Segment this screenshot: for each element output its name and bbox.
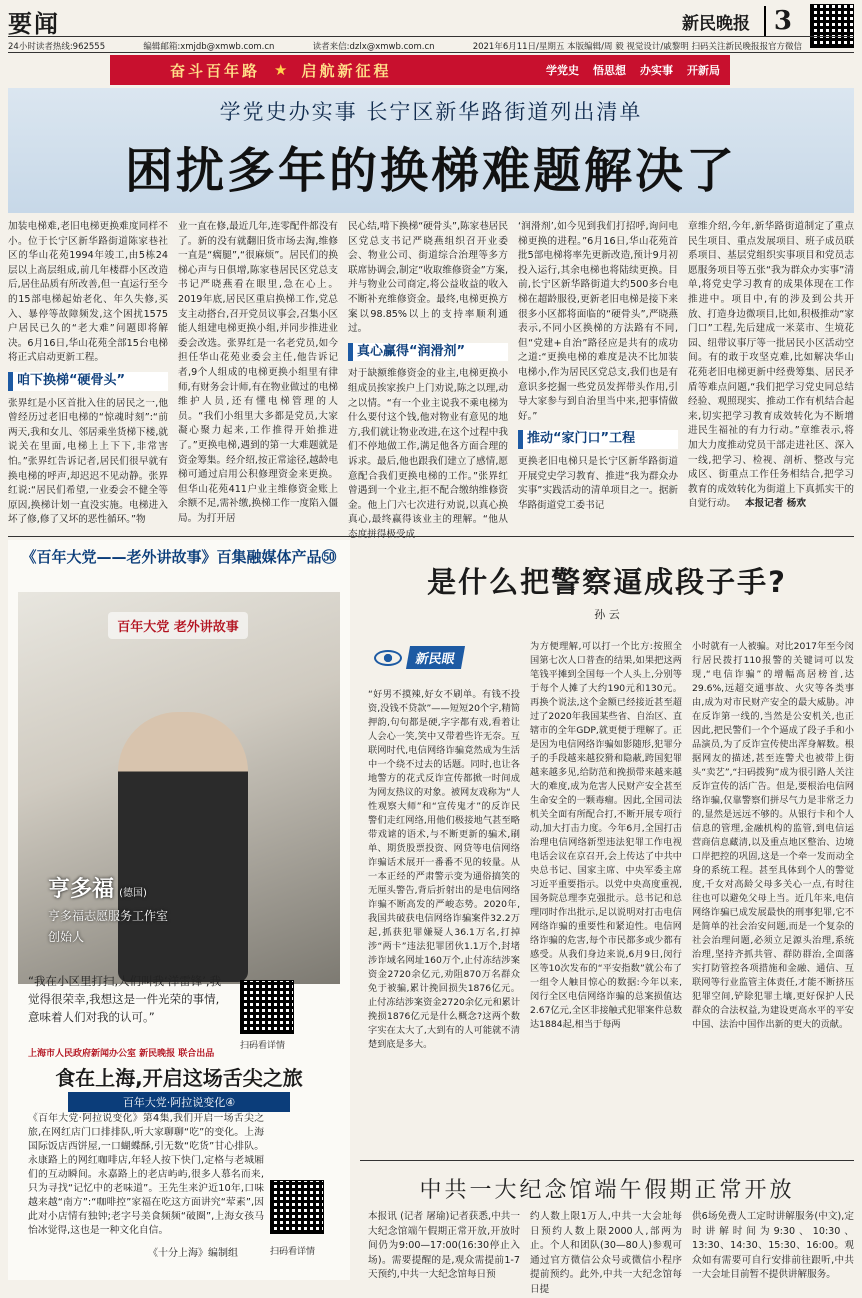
article2-col1: “好男不摸辣,好女不刷单。有钱不投资,没钱不贷款”——短短20个字,精简押韵,句句都是硬,字字都有戏,看着让人会心一笑,笑中又带着些许无奈。互联网时代,电信网络诈骗竟然成为生活中一个绕不过去的话题。同时,也让各地警方的花式反诈宣传都掀一时间成为网友热议的对象。被网友戏称为“人性观察大师”和“宣传鬼才”的反诈民警们走红网络,用他们极接地气甚至略带戏谑的语术,与不断更新的骗术,刷单、期货股票投资、网贷等电信网络诈骗话术展开一番番不见的较量。从一本正经的严肃警示变为通俗搞笑的无厘头警告,背后折射出的是电信网络诈骗不断高发的严峻态势。2020年,我国共破获电信网络诈骗案件32.2万起,抓获犯罪嫌疑人36.1万名,打掉涉“两卡”违法犯罪团伙1.1万个,封堵涉诈域名网址160万个,止付冻结涉案资金2720余亿元,劝阻870万名群众免于被骗,累计挽回损失1876亿元。止付冻结涉案资金2720余亿元和累计挽损1876亿元是什么概念?这两个数字实在太大了,大到有的人可能就不清楚到底是多大。 <box>368 689 521 1050</box>
reader-email: 读者来信:dzlx@xmwb.com.cn <box>312 42 435 52</box>
scan-hint: 扫码看详情 <box>270 1247 316 1257</box>
article1-headline: 困扰多年的换梯难题解决了 <box>124 143 737 199</box>
article1-subhead: 学党史办实事 长宁区新华路街道列出清单 <box>219 100 643 124</box>
story-qr-code[interactable] <box>240 980 294 1034</box>
food-qr-code[interactable] <box>270 1180 324 1234</box>
article1-col1 <box>8 220 168 532</box>
person-role: 创始人 <box>48 930 85 944</box>
theme-banner <box>110 55 730 85</box>
food-subhead: 百年大党·阿拉说变化④ <box>68 1092 290 1112</box>
profile-photo <box>18 592 340 984</box>
person-name: 亨多福 <box>48 877 115 902</box>
banner-tag: 开新局 <box>687 64 720 77</box>
article1-subtitle: 真心赢得“润滑剂” <box>348 343 508 362</box>
article2-headline: 是什么把警察逼成段子手? <box>427 565 787 599</box>
foreigner-story-box <box>8 540 350 1280</box>
edit-email: 编辑邮箱:xmjdb@xmwb.com.cn <box>143 42 275 52</box>
divider <box>360 1160 854 1161</box>
banner-tag: 学党史 <box>546 64 579 77</box>
person-country: (德国) <box>119 888 147 899</box>
article1-para: 民心结,啃下换梯“硬骨头”,陈家巷居民区党总支书记严晓燕组织召开业委会、物业公司、街道综合治理等多方联席协调会,制定“收取维修资金”方案,并与物业公司商定,将公益收益的收入不断补充维修资金。最终,电梯更换方案以98.85%以上的支持率顺利通过。 <box>348 221 508 335</box>
date-editor: 2021年6月11日/星期五 本版编辑/周 毅 视觉设计/戚黎明 扫码关注新民晚报报官方微信 <box>472 42 802 52</box>
section-title: 要闻 <box>8 10 60 38</box>
food-body: 《百年大党·阿拉说变化》第4集,我们开启一场舌尖之旅,在网红店门口排排队,听大家聊聊“吃”的变化。上海国际饭店西饼屋,一口蝴蝶酥,引无数“吃货”甘心排队。永康路上的网红咖啡店,年轻人按下快门,定格与老城厢们的互动瞬间。永嘉路上的老店屿屿,很多人慕名而来,只为寻找“记忆中的老味道”。王先生来沪近10年,口味越来越“南方”:“咖啡控”家福在吃这方面讲究“荤素”,因此对小店情有独钟;老字号美食频频“破圈”,上海女孩马怡冰觉得,这也是一种文化自信。 <box>28 1113 264 1236</box>
person-quote: “我在小区里打扫,人们叫我‘洋雷锋’,我觉得很荣幸,我想这是一件光荣的事情,意味着人们对我的认可。” <box>28 974 222 1024</box>
series-logo: 百年大党 老外讲故事 <box>108 612 248 639</box>
column-name: 新民眼 <box>406 646 465 669</box>
article3-col1: 本报讯 (记者 屠瑜)记者获悉,中共一大纪念馆端午假期正常开放,开放时间仍为9:00—17:00(16:30停止入场)。需要提醒的是,观众需提前1-7天预约,中共一大纪念馆每日预 <box>368 1211 520 1281</box>
article1-para: 更换老旧电梯只是长宁区新华路街道开展党史学习教育、推进“我为群众办实事”实践活动的清单项目之一。据新华路街道党工委书记 <box>518 455 678 511</box>
article1-para: 章维介绍,今年,新华路街道制定了重点民生项目、重点发展项目、班子成员联系项目、基层党组织实事项目和党员志愿服务项目等五张“我为群众办实事”清单,将党史学习教育的成果体现在工作推进中。项目中,有的涉及到公共开放、打造身边微项目,比如,积极推动“家门口”工程,先后建成一米菜市、生境花园、纽带议事厅等一批居民小区活动空间。有的敢于攻坚克难,比如解决华山花苑老旧电梯更新中经费筹集、居民矛盾等难点问题,“我们把学习党史同总结经验、观照现实、推动工作有机结合起来,切实把学习教育成效转化为不断增进民生福祉的有力行动。”章维表示,将加大力度推动党员干部走进社区、深入一线,把学习、检视、剖析、整改与完成区、街重点工作任务相结合,把学习教育的成效转化为街道上下真抓实干的自觉行动。 <box>688 221 854 510</box>
wechat-qr-code[interactable] <box>810 4 854 48</box>
banner-tag: 办实事 <box>640 64 673 77</box>
article3-col2: 约人数上限1万人,中共一大会址每日预约人数上限2000人,部两为止。个人和团队(30—80人)参观可通过官方微信公众号或微信小程序提前预约。此外,中共一大纪念馆每日提 <box>530 1211 682 1295</box>
scan-hint: 扫码看详情 <box>240 1041 286 1051</box>
article1-para: 张界红是小区首批入住的居民之一,他曾经历过老旧电梯的“惊魂时刻”:“前两天,我和女儿、邻居乘坐货梯下楼,就说关在里面,电梯上上下下,非常害怕。”张界红告诉记者,居民们很早就有换电梯的呼声,却迟迟不见动静。张界红说:“居民们希望,一业委会不健全等原因,换梯计划一直没实施。电梯进入坏了修,修了又坏的恶性循环。”物 <box>8 397 168 526</box>
caption <box>48 872 168 945</box>
paper-name <box>682 6 792 36</box>
byline: 本报记者 杨欢 <box>745 498 806 510</box>
column-label <box>374 646 463 669</box>
article1-col3 <box>348 220 508 540</box>
article1-col2: 业一直在修,最近几年,连零配件都没有了。新的没有就翻旧货市场去淘,维修一直是“瘸腿”,“很麻烦”。居民们的换梯心声与日俱增,陈家巷居民区党总支书记严晓燕看在眼里,急在心上。2019年底,居民区重启换梯工作,党总支主动搭台,召开党员议事会,召集小区能人组建电梯更换小组,并同步推进业委会改选。张界红是一名老党员,如今担任华山花苑业委会主任,他告诉记者,9个人组成的电梯更换小组里有律师,有财务会计师,有在物业做过的电梯维护人员,还有懂电梯管理的人员。“我们小组里大多都是党员,大家凝心聚力起来,工作推得开始推进了。”更换电梯,遇到的第一大难题就是资金筹集。经介绍,按正常途径,越龄电梯可通过启用公积修理资金来更换。但华山花苑411户业主维修资金账上余额不足,需补缴,换梯工作一度陷入僵局。为打开居 <box>178 221 338 524</box>
page-number: 3 <box>764 6 792 36</box>
article1-col5 <box>688 220 854 532</box>
credits: 上海市人民政府新闻办公室 新民晚报 联合出品 <box>28 1049 215 1059</box>
paper-name-text: 新民晚报 <box>681 14 750 34</box>
info-line <box>8 40 802 52</box>
series-title: 《百年大党——老外讲故事》百集融媒体产品㊿ <box>21 548 337 566</box>
party-emblem-icon: ★ <box>274 61 288 79</box>
food-headline: 食在上海,开启这场舌尖之旅 <box>55 1066 303 1090</box>
banner-tag: 悟思想 <box>593 64 626 77</box>
article3-headline: 中共一大纪念馆端午假期正常开放 <box>419 1178 795 1203</box>
article1-para: 加装电梯难,老旧电梯更换难度同样不小。位于长宁区新华路街道陈家巷社区的华山花苑1994年竣工,由5栋24层以上高层组成,前几年楼群小区改造后,居住品质有所改善,但一直运行至今的15部电梯起始老化、年久失修,买入、暴停等故障频发,这个困扰1575户居民已久的“老大难”问题即将解决。6月16日,华山花苑全部15台电梯将正式启动更新工程。 <box>8 221 168 364</box>
article2-col2: 为方便理解,可以打一个比方:按照全国第七次人口普查的结果,如果把这两笔钱平摊到全国每一个人头上,分别等于每个人摊了大约190元和130元。再换个说法,这个金额已经接近甚至超过了2020年我国某些省、自治区、直辖市的全年GDP,就更便于理解了。正是因为电信网络诈骗如影随形,犯罪分子的手段越来越狡猾和隐蔽,跨国犯罪越来越多见,给防范和挽损带来越来越大的难度,成为危害人民财产安全甚至生命安全的一颗毒瘤。因此,全国司法机关全面有所配合打,不断开展专项行动,加大打击力度。今年6月,全国打击治理电信网络新型违法犯罪工作电视电话会议在京召开,会上传达了中共中央总书记、国家主席、中央军委主席习近平重要指示。以党中央高度重视,国务院总理李克强批示。总书记和总理同时作出批示,足以说明对打击电信网络诈骗的重要性和紧迫性。电信网络诈骗的危害,每个市民都多或少都有感受。从我们身边来说,6月9日,闵行区等10次发布的“平安指数”就公布了一组令人触目惊心的数据:今年以来,闵行全区电信网络诈骗的总案损值达2.67亿元,全区非接触式犯罪案件总数达1884起,相当于每两 <box>530 641 683 1030</box>
eye-icon <box>374 650 402 666</box>
article3-col3: 供6场免费人工定时讲解服务(中文),定时讲解时间为9:30、10:30、13:30、14:30、15:30、16:00。观众如有需要可自行安排前往跟听,中共一大会址目前暂不提供讲解服务。 <box>692 1211 854 1281</box>
article2-author: 孙 云 <box>594 608 620 621</box>
food-credit: 《十分上海》编制组 <box>148 1248 238 1259</box>
article1-subtitle: 咱下换梯“硬骨头” <box>8 372 168 391</box>
banner-right: 启航新征程 <box>301 61 392 80</box>
article1-headline-box <box>8 88 854 213</box>
article1-para: 对于缺额维修资金的业主,电梯更换小组成员挨家挨户上门劝说,陈之以理,动之以情。“有一个业主说我不乘电梯为什么要付这个钱,他对物业有意见的地方,我们就让物业改进,在这个过程中我们不停地做工作,满足他各方面合理的诉求。最后,他也跟我们建立了感情,愿意配合我们更换电梯的工作。”张界红曾遇到一个业主,拒不配合缴纳维修资金。他上门六七次进行劝说,以真心换真心,最终赢得该业主的理解。“他从态度拼得极受成 <box>348 368 508 540</box>
article1-subtitle: 推动“家门口”工程 <box>518 430 678 449</box>
banner-left: 奋斗百年路 <box>170 61 261 80</box>
person-org: 亨多福志愿服务工作室 <box>48 909 169 923</box>
hotline: 24小时读者热线:962555 <box>8 42 106 52</box>
article2-col3: 小时就有一人被骗。对比2017年至今闵行居民拨打110报警的关键词可以发现,“电信诈骗”的增幅高居榜首,达29.6%,远超交通事故、火灾等各类事由,成为对市民财产安全的最大威胁。冲在反诈第一线的,当然是公安机关,也正因此,把民警们一个个逼成了段子手和小品演员,为了反诈宣传使出浑身解数。根据网友的描述,甚至连警犬也被带上街头“卖艺”,“扫码拨狗”成为很引路人关注反诈宣传的活广告。但是,要根治电信网络诈骗,仅靠警察们拼尽气力是非常乏力的,显然是远远不够的。从银行卡和个人信息的管理,金融机构的监管,到电信运营商信息藏清,以及重点地区整治、边境口岸把控的巩固,这是一个牵一发而动全身的系统工程。甚至具体到个人的警觉度,千女对高龄父母多关心一点,有时往往也可以避免父母上当。近几年来,电信网络诈骗已成发展最快的刑事犯罪,它不是简单的社会治安问题,而是一个复杂的社会治理问题,必须立足源头治理,系统治理,坚持齐抓共管、群防群治,全面落实打防管控各项措施和金融、通信、互联网等行业监管主体责任,才能不断挤压犯罪空间,铲除犯罪土壤,更好保护人民群众的合法权益,为建设更高水平的平安中国、法治中国作出新的更大的贡献。 <box>692 641 854 1030</box>
article1-col4 <box>518 220 678 532</box>
article1-para: ‘润滑剂’,如今见到我们打招呼,询问电梯更换的进程。”6月16日,华山花苑首批5部电梯将率先更新改造,预计9月初投入运行,其余电梯也将陆续更换。目前,长宁区新华路街道大约500多台电梯在超龄服役,更新老旧电梯是接下来很多小区都将面临的“硬骨头”,严晓燕表示,不同小区换梯的方法路有不同,但“党建+自治”路径应是共有的成功之道:“更换电梯的难度是决不比加装电梯小,作为居民区党总支,我们也是有意识多挖掘一些党员发挥带头作用,引导大家参与到自治里当中来,把事情做好。” <box>518 221 678 422</box>
